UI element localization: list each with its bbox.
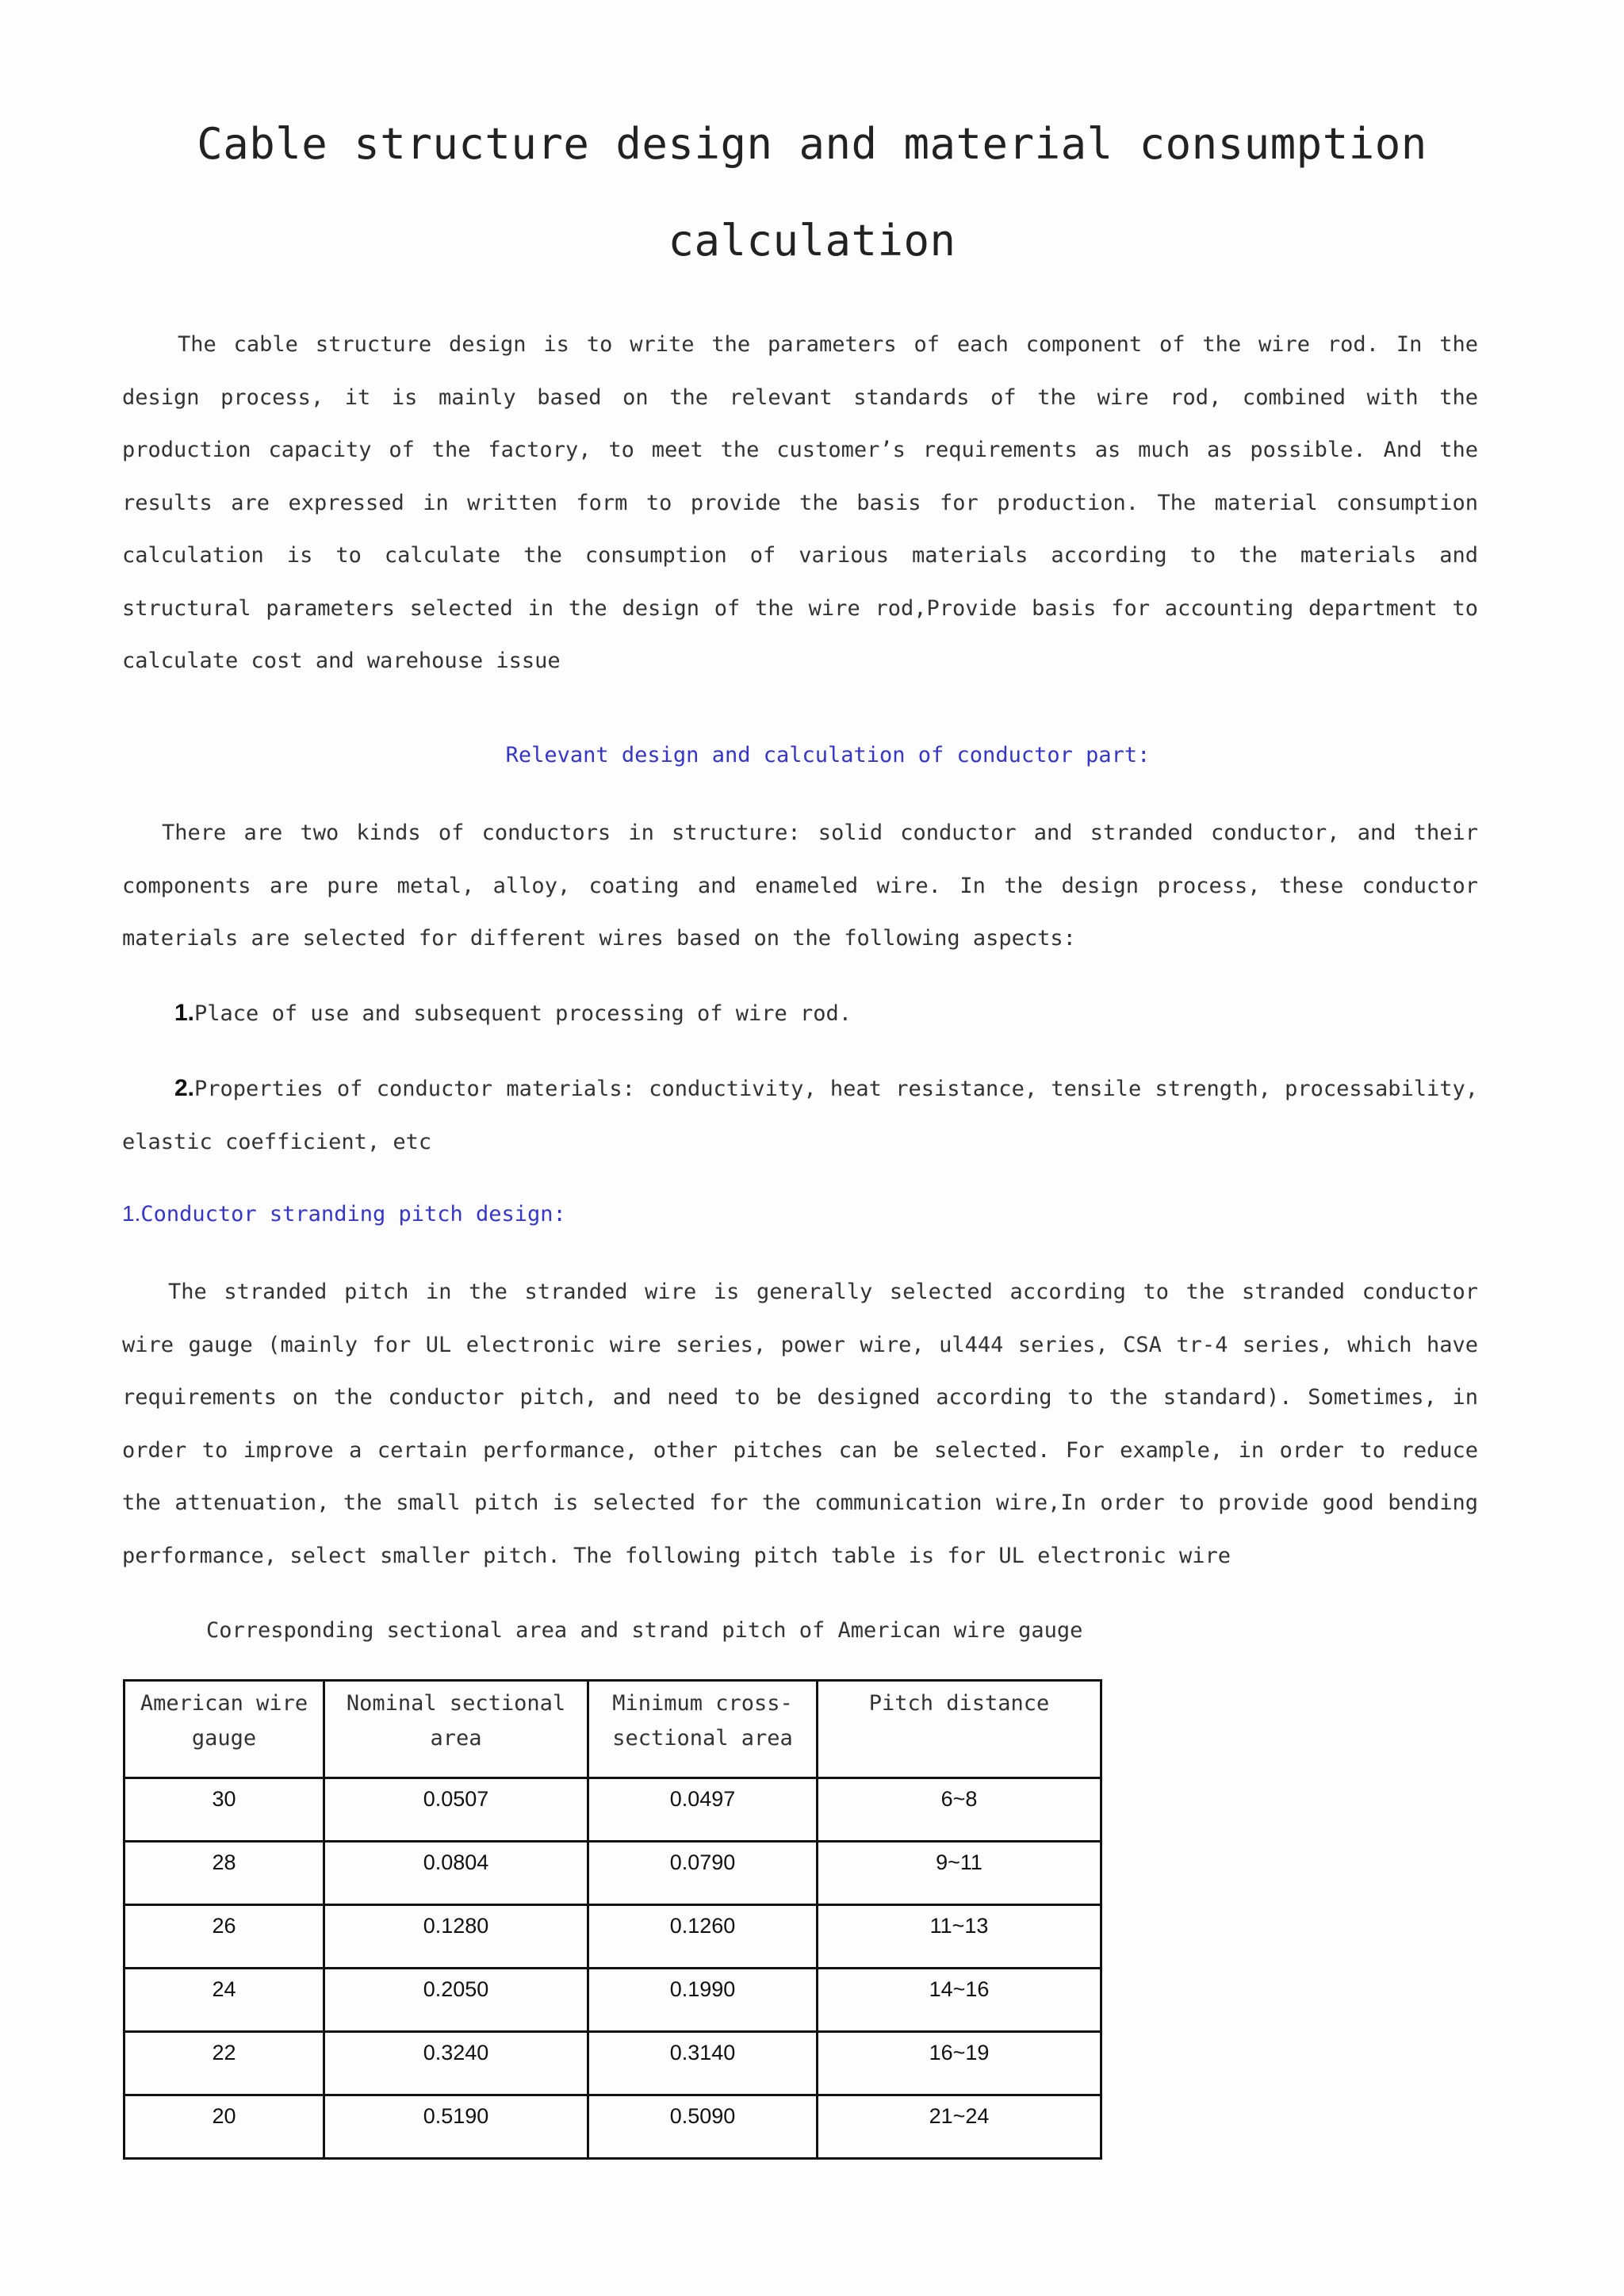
cell-pitch-distance: 21~24 (818, 2095, 1101, 2159)
cell-minimum-area: 0.1260 (588, 1905, 818, 1969)
section-heading: Relevant design and calculation of conductor part: (505, 743, 1151, 767)
table-row (124, 2032, 1101, 2095)
list-text: Place of use and subsequent processing of wire rod. (194, 1001, 852, 1026)
intro-paragraph: The cable structure design is to write the parameters of each component of the wire rod. In the design process, it is mainly based on the relevant standards of the wire rod, combined with the production capacity of the factory, to meet the customer’s requirements as much as possible. And the results are expressed in written form to provide the basis for production. The material consumption calculation is to calculate the consumption of various materials according to the materials and structural parameters selected in the design of the wire rod,Provide basis for accounting department to calculate cost and warehouse issue (122, 332, 1478, 673)
header-nominal-area: Nominal sectional area (324, 1681, 588, 1778)
cell-pitch-distance: 14~16 (818, 1969, 1101, 2032)
cell-pitch-distance: 6~8 (818, 1778, 1101, 1842)
cell-minimum-area: 0.5090 (588, 2095, 818, 2159)
cell-minimum-area: 0.3140 (588, 2032, 818, 2095)
header-minimum-area: Minimum cross-sectional area (588, 1681, 818, 1778)
list-number: 1. (174, 1000, 195, 1026)
cell-awg: 28 (124, 1842, 324, 1905)
table-header-row (124, 1681, 1101, 1778)
conductor-paragraph: There are two kinds of conductors in structure: solid conductor and stranded conductor, and their components are pure metal, alloy, coating and enameled wire. In the design process, these conductor materials are selected for different wires based on the following aspects: (122, 821, 1478, 951)
table-row (124, 1778, 1101, 1842)
subsection-number: 1. (122, 1201, 141, 1226)
cell-nominal-area: 0.5190 (324, 2095, 588, 2159)
cell-nominal-area: 0.2050 (324, 1969, 588, 2032)
cell-awg: 24 (124, 1969, 324, 2032)
cell-pitch-distance: 9~11 (818, 1842, 1101, 1905)
header-awg: American wire gauge (124, 1681, 324, 1778)
list-item-2 (122, 1062, 1478, 1169)
header-pitch-distance: Pitch distance (818, 1681, 1101, 1778)
pitch-table (123, 1679, 1102, 2160)
list-item-1 (122, 987, 1478, 1041)
pitch-paragraph: The stranded pitch in the stranded wire is generally selected according to the stranded conductor wire gauge (mainly for UL electronic wire series, power wire, ul444 series, CSA tr-4 series, which have requirements on the conductor pitch, and need to be designed according to the standard). Sometimes, in order to improve a certain performance, other pitches can be selected. For example, in order to reduce the attenuation, the small pitch is selected for the communication wire,In order to provide good bending performance, select smaller pitch. The following pitch table is for UL electronic wire (122, 1280, 1478, 1568)
table-row (124, 1905, 1101, 1969)
subsection-text: Conductor stranding pitch design: (140, 1202, 566, 1226)
cell-minimum-area: 0.1990 (588, 1969, 818, 2032)
table-caption: Corresponding sectional area and strand pitch of American wire gauge (206, 1618, 1083, 1643)
table-row (124, 1969, 1101, 2032)
title-line-1: Cable structure design and material consumption (197, 119, 1427, 169)
cell-awg: 22 (124, 2032, 324, 2095)
cell-pitch-distance: 11~13 (818, 1905, 1101, 1969)
cell-awg: 20 (124, 2095, 324, 2159)
cell-nominal-area: 0.0804 (324, 1842, 588, 1905)
cell-nominal-area: 0.1280 (324, 1905, 588, 1969)
list-text: Properties of conductor materials: conductivity, heat resistance, tensile strength, processability, elastic coefficient, etc (122, 1077, 1478, 1154)
table-row (124, 1842, 1101, 1905)
title-line-2: calculation (668, 216, 956, 266)
table-row (124, 2095, 1101, 2159)
subsection-heading (122, 1201, 566, 1226)
cell-minimum-area: 0.0790 (588, 1842, 818, 1905)
cell-awg: 30 (124, 1778, 324, 1842)
cell-pitch-distance: 16~19 (818, 2032, 1101, 2095)
list-number: 2. (174, 1075, 195, 1101)
cell-nominal-area: 0.3240 (324, 2032, 588, 2095)
cell-minimum-area: 0.0497 (588, 1778, 818, 1842)
cell-nominal-area: 0.0507 (324, 1778, 588, 1842)
cell-awg: 26 (124, 1905, 324, 1969)
